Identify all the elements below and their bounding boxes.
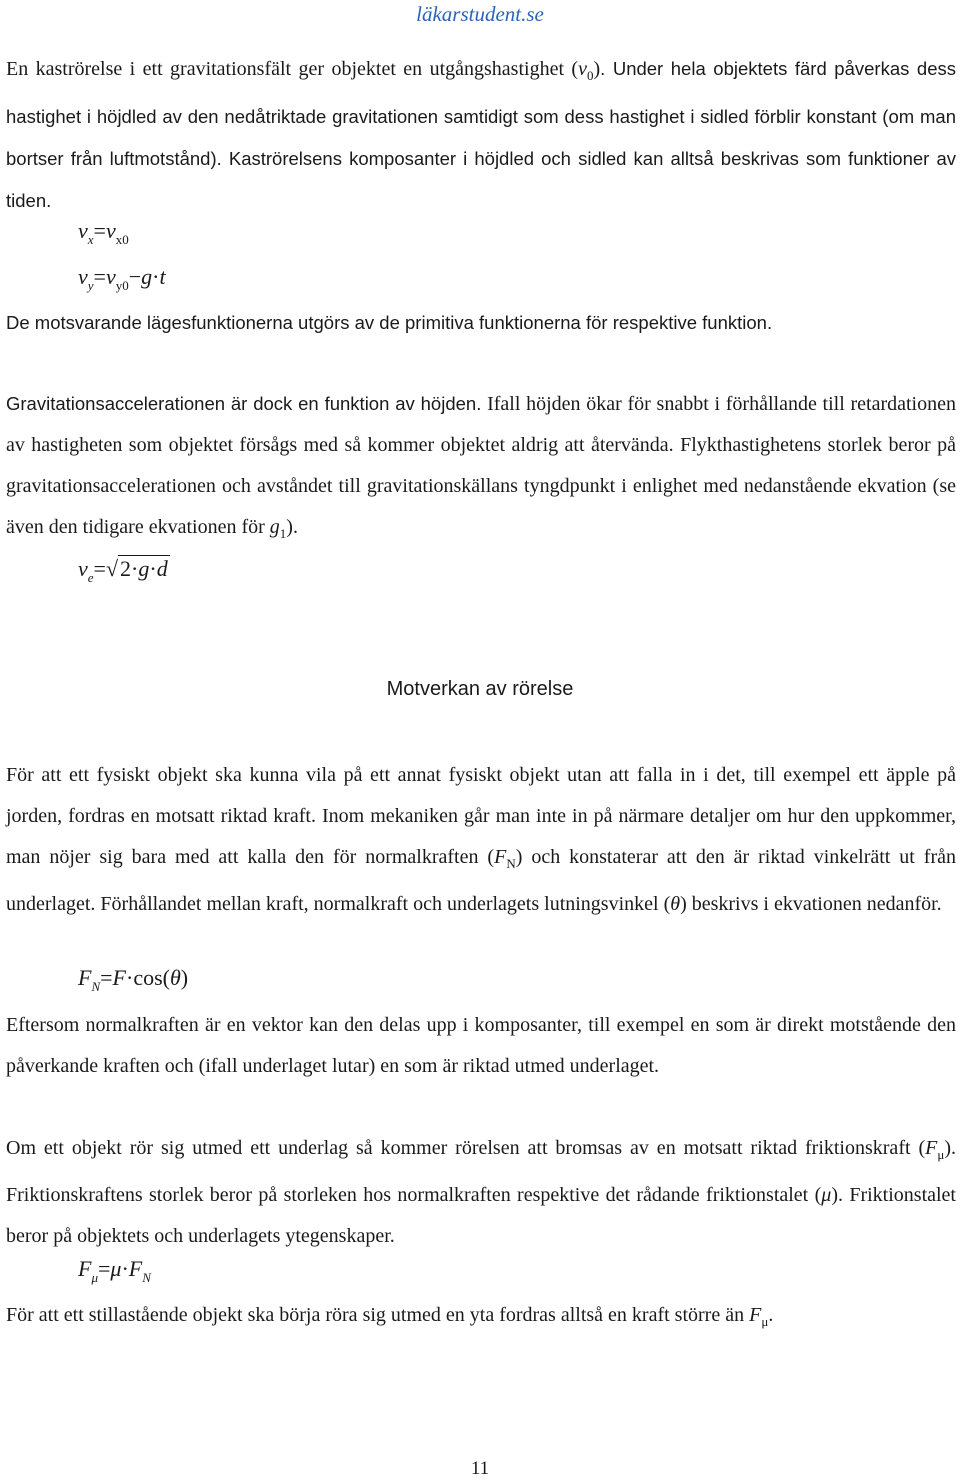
paragraph-position-functions: De motsvarande lägesfunktionerna utgörs av de primitiva funktionerna för respektive funktion. [6,312,773,333]
paragraph-normal-force: För att ett fysiskt objekt ska kunna vila på ett annat fysiskt objekt utan att falla in i det, till exempel ett äpple på jorden, fordras en motsatt riktad kraft. Inom mekaniken går man inte in på närmare detaljer om hur den uppkommer, man nöjer sig bara med att kalla den för normalkraften $(F_N)$ och konstaterar att den är riktad vinkelrätt ut från underlaget. Förhållandet mellan kraft, normalkraft och underlagets lutningsvinkel (θ) beskrivs i ekvationen nedanför. [6,764,956,915]
paragraph-static-friction: För att ett stillastående objekt ska börja röra sig utmed en yta fordras alltså en kraft större än $F_\mu$. [6,1304,774,1329]
section-heading: Motverkan av rörelse [386,678,574,700]
equation-vy: $v_y=v_{y0}-g\cdot t$ [78,264,166,293]
paragraph-projectile-intro: En kaströrelse i ett gravitationsfält ger objektet en utgångshastighet $(v_0)$. Under hela objektets färd påverkas dess hastighet i höjdled av den nedåtriktade gravitationen samtidigt som dess hastighet i sidled förblir konstant (om man bortser från luftmotstånd). Kaströrelsens komposanter i höjdled och sidled kan alltså beskrivas som funktioner av tiden. [6,58,957,211]
page-number: 11 [470,1458,490,1479]
equation-friction: $F_\mu=\mu\cdot F_N$ [78,1256,151,1285]
paragraph-components: Eftersom normalkraften är en vektor kan den delas upp i komposanter, till exempel en som är direkt motstående den påverkande kraften och (ifall underlaget lutar) en som är riktad utmed underlaget. [6,1014,956,1077]
site-header: läkarstudent.se [416,2,544,26]
equation-escape-velocity: $v_e=√2\cdot g\cdot d$ [78,556,168,585]
equation-vx: $v_x=v_{x0}$ [78,218,129,247]
equation-normal-force: $F_N=F\cdot\cos(\theta)$ [78,965,189,994]
var-v: v [578,58,587,80]
paragraph-friction: Om ett objekt rör sig utmed ett underlag så kommer rörelsen att bromsas av en motsatt riktad friktionskraft $(F_\mu)$. Friktionskraftens storlek beror på storleken hos normalkraften respektive det rådande friktionstalet (μ). Friktionstalet beror på objektets och underlagets ytegenskaper. [6,1137,956,1247]
paragraph-escape-velocity: Gravitationsaccelerationen är dock en funktion av höjden. Ifall höjden ökar för snabbt i förhållande till retardationen av hastigheten som objektet försågs med så kommer objektet aldrig att återvända. Flykthastighetens storlek beror på gravitationsaccelerationen och avståndet till gravitationskällans tyngdpunkt i enlighet med nedanstående ekvation (se även den tidigare ekvationen för $g_1$). [6,393,956,541]
